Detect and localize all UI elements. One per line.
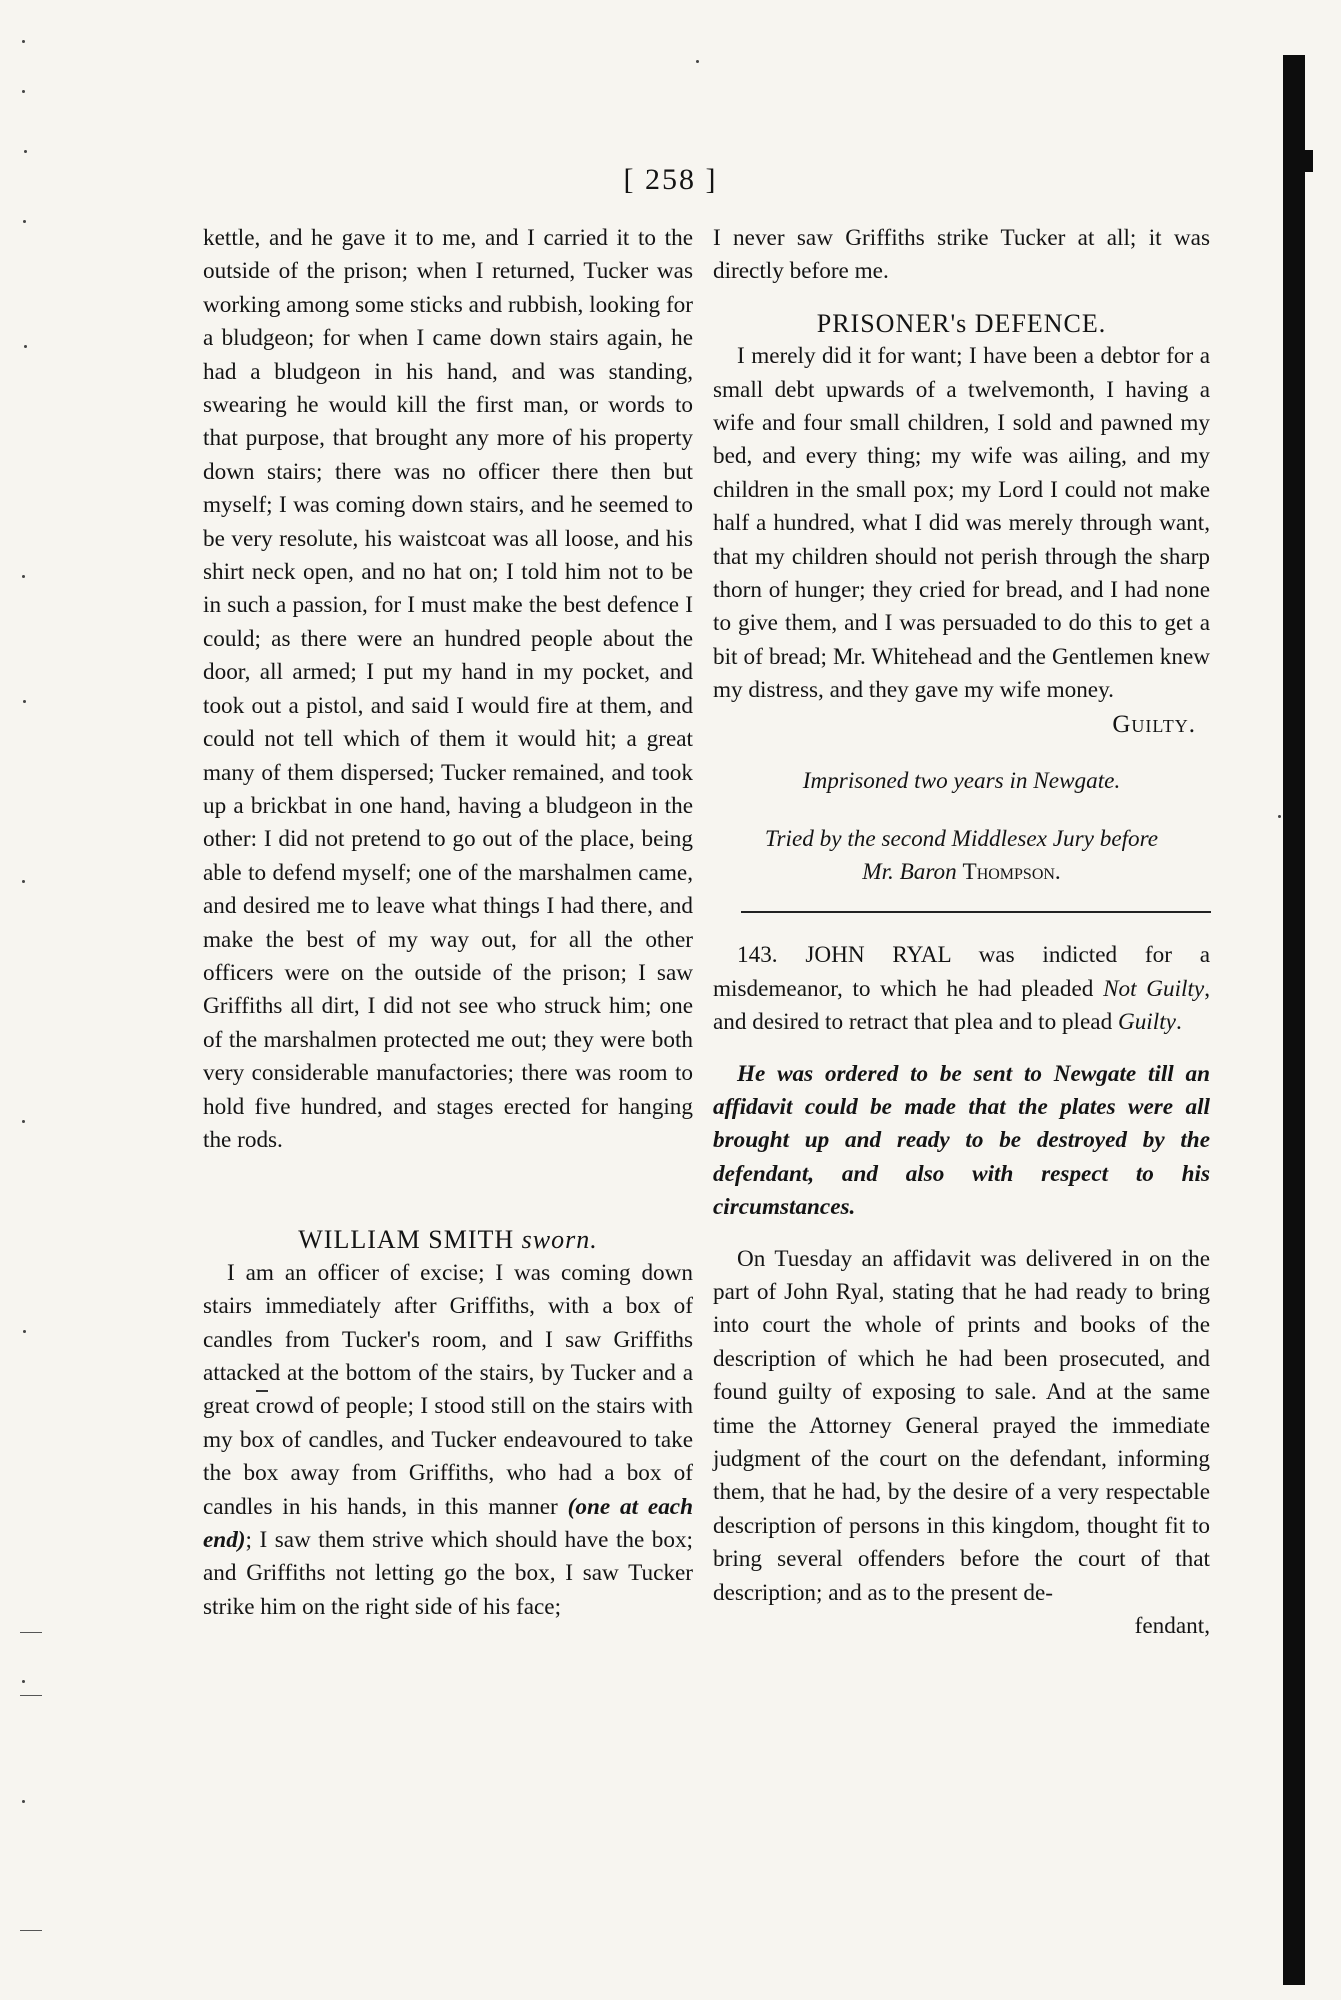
plea-not-guilty: Not Guilty [1103,975,1205,1002]
verdict: Guilty. [1112,710,1196,738]
judge-name: Thompson. [962,858,1061,885]
binding-edge-tab [1305,150,1313,172]
testimony-continued: kettle, and he gave it to me, and I carried it to the outside of the prison; when I returned, Tucker was working among some sticks and rubbish, looking for a bludgeon; for when I came down stairs again, he had a bludgeon in his hand, and was standing, swearing he would kill the first man, or words to that purpose, that brought any more of his property down stairs; there was no officer there then but myself; I was coming down stairs, and he seemed to be very resolute, his waistcoat was all loose, and his shirt neck open, and no hat on; I told him not to be in such a passion, for I must make the best defence I could; as there were an hundred people about the door, all armed; I put my hand in my pocket, and took out a pistol, and said I would fire at them, and could not tell which of them it would hit; a great many of them dispersed; Tucker remained, and took up a brickbat in one hand, having a bludgeon in the other: I did not pretend to go out of the place, being able to defend myself; one of the marshalmen came, and desired me to leave what things I had there, and make the best of my way out, for all the other officers were on the outside of the prison; I saw Griffiths all dirt, I did not see who struck him; one of the marshalmen protected me out; they were both very considerable manufactories; there was room to hold five hundred, and stages erected for hanging the rods. [203,225,693,1153]
tried-by-line: Tried by the second Middlesex Jury before [764,825,1159,852]
tried-by-judge [713,856,1210,889]
testimony-italic: (one at each end) [203,1493,693,1554]
testimony-text-2: ; I saw them strive which should have the box; and Griffiths not letting go the box, I saw Tucker strike him on the right side of his face; [203,1527,693,1620]
page-header: [ 258 ] [623,163,718,196]
plea-guilty: Guilty [1117,1009,1176,1036]
case-intro: 143. JOHN RYAL was indicted for a misdemeanor, to which he had pleaded [713,942,1210,1002]
left-column [203,222,693,1624]
witness-sworn: sworn. [521,1225,598,1255]
court-order: He was ordered to be sent to Newgate till an affidavit could be made that the plates were all brought up and ready to be destroyed by the defendant, and also with respect to his circumstances. [713,1060,1210,1221]
catchword: fendant, [1134,1613,1210,1640]
defence-text: I merely did it for want; I have been a debtor for a small debt upwards of a twelvemonth, I having a wife and four small children, I sold and pawned my bed, and every thing; my wife was ailing, and my children in the small pox; my Lord I could not make half a hundred, what I did was merely through want, that my children should not perish through the sharp thorn of hunger; they cried for bread, and I had none to give them, and I was persuaded to do this to get a bit of bread; Mr. Whitehead and the Gentlemen knew my distress, and they gave my wife money. [713,343,1210,704]
affidavit-paragraph: On Tuesday an affidavit was delivered in on the part of John Ryal, stating that he had ready to bring into court the whole of prints and books of the description of which he had been prosecuted, and found guilty of exposing to sale. And at the same time the Attorney General prayed the immediate judgment of the court on the defendant, informing them, that he had, by the desire of a very respectable description of persons in this kingdom, thought fit to bring several offenders before the court of that description; and as to the present de- [713,1245,1210,1606]
judge-title: Mr. Baron [862,858,957,885]
witness-name: WILLIAM SMITH [298,1225,515,1255]
case-mid: , and desired to retract that plea and to plead [713,975,1211,1036]
right-column [713,222,1210,1643]
testimony-end: I never saw Griffiths strike Tucker at all; it was directly before me. [713,225,1210,285]
sentence: Imprisoned two years in Newgate. [802,768,1121,795]
witness-heading [203,1223,693,1256]
testimony-text-1: I am an officer of excise; I was coming down stairs immediately after Griffiths, with a box of candles from Tucker's room, and I saw Griffiths attacked at the bottom of the stairs, by Tucker and a great crowd of people; I stood still on the stairs with my box of candles, and Tucker endeavoured to take the box away from Griffiths, who had a box of candles in his hands, in this manner [203,1259,693,1520]
binding-edge-bar [1283,55,1305,1985]
case-143 [713,939,1210,1039]
defence-heading: PRISONER's DEFENCE. [816,308,1107,338]
witness-testimony [203,1257,693,1624]
case-end: . [1175,1009,1182,1036]
